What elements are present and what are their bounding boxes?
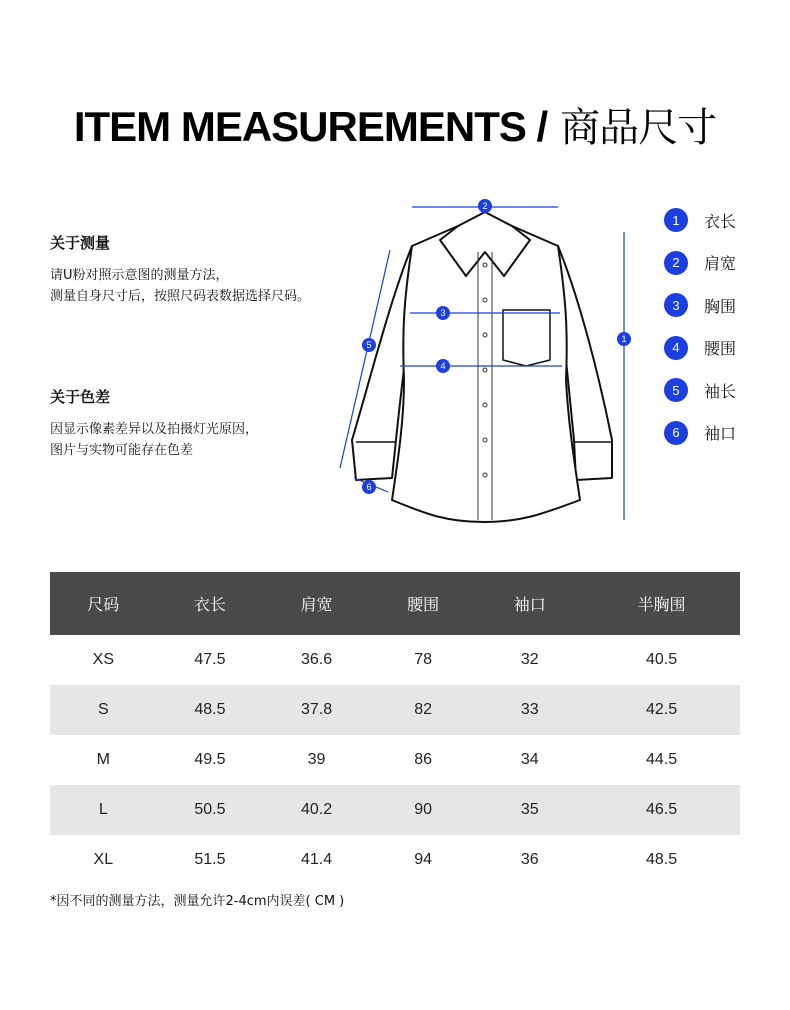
- svg-text:5: 5: [366, 340, 372, 350]
- size-table: [50, 572, 740, 885]
- legend-item-sleeve: [664, 378, 774, 402]
- legend-label: 袖长: [704, 381, 737, 401]
- table-cell: 48.5: [157, 685, 264, 735]
- table-row: [50, 835, 740, 885]
- column-header: 肩宽: [263, 572, 370, 635]
- table-cell: 37.8: [263, 685, 370, 735]
- pocket: [503, 310, 550, 366]
- number-badge-icon: 2: [664, 251, 688, 275]
- number-badge-icon: 4: [664, 336, 688, 360]
- table-cell: 32: [520, 651, 539, 668]
- table-cell: 46.5: [583, 785, 740, 835]
- legend-item-chest: [664, 293, 774, 317]
- svg-text:2: 2: [482, 201, 488, 211]
- table-cell: XS: [92, 651, 114, 668]
- table-cell: 47.5: [194, 651, 226, 668]
- table-cell: 33: [477, 685, 584, 735]
- page-title: [0, 96, 790, 153]
- table-cell: 48.5: [645, 851, 678, 868]
- table-cell: 50.5: [157, 785, 264, 835]
- page-title-en: ITEM MEASUREMENTS /: [73, 103, 548, 150]
- column-header: 半胸围: [583, 572, 740, 635]
- table-row: [50, 635, 740, 685]
- measurement-legend: [664, 208, 774, 464]
- table-cell: S: [50, 685, 157, 735]
- color-info-title: 关于色差: [50, 388, 111, 406]
- table-cell: 42.5: [583, 685, 740, 735]
- legend-item-cuff: [664, 421, 774, 445]
- table-cell: M: [96, 751, 110, 768]
- table-cell: 44.5: [645, 751, 678, 768]
- column-header: 袖口: [477, 572, 584, 635]
- measurement-info: [50, 232, 350, 307]
- measurement-info-line: 测量自身尺寸后，按照尺码表数据选择尺码。: [50, 289, 311, 304]
- legend-label: 衣长: [704, 211, 737, 231]
- table-row: [50, 785, 740, 835]
- measurement-info-line: 请U粉对照示意图的测量方法，: [50, 268, 229, 283]
- legend-label: 腰围: [704, 339, 737, 359]
- table-row: [50, 735, 740, 785]
- number-badge-icon: 1: [664, 208, 688, 232]
- table-cell: L: [50, 785, 157, 835]
- table-header-row: [50, 572, 740, 635]
- table-cell: 86: [414, 751, 433, 768]
- table-cell: 40.2: [263, 785, 370, 835]
- shirt-body: [392, 226, 580, 522]
- table-cell: 34: [520, 751, 539, 768]
- svg-text:4: 4: [440, 361, 446, 371]
- number-badge-icon: 6: [664, 421, 688, 445]
- table-cell: 39: [307, 751, 326, 768]
- table-cell: 41.4: [300, 851, 333, 868]
- measurement-info-title: 关于测量: [50, 234, 111, 252]
- table-cell: 82: [370, 685, 477, 735]
- legend-item-shoulder: [664, 251, 774, 275]
- table-cell: XL: [93, 851, 114, 868]
- legend-item-length: [664, 208, 774, 232]
- table-row: [50, 685, 740, 735]
- legend-item-waist: [664, 336, 774, 360]
- color-info: [50, 386, 350, 461]
- column-header: 尺码: [50, 572, 157, 635]
- legend-label: 肩宽: [704, 254, 737, 274]
- table-cell: 78: [414, 651, 433, 668]
- table-cell: 35: [477, 785, 584, 835]
- page-title-cn: 商品尺寸: [560, 105, 717, 151]
- table-cell: 36.6: [300, 651, 333, 668]
- table-cell: 94: [414, 851, 433, 868]
- legend-label: 袖口: [704, 424, 737, 444]
- table-cell: 49.5: [194, 751, 226, 768]
- table-cell: 90: [370, 785, 477, 835]
- number-badge-icon: 5: [664, 378, 688, 402]
- svg-text:3: 3: [440, 308, 446, 318]
- shirt-diagram: [330, 190, 640, 535]
- number-badge-icon: 3: [664, 293, 688, 317]
- table-cell: 36: [520, 851, 539, 868]
- legend-label: 胸围: [704, 296, 737, 316]
- color-info-line: 因显示像素差异以及拍摄灯光原因，: [50, 422, 259, 437]
- color-info-line: 图片与实物可能存在色差: [50, 443, 194, 458]
- svg-text:1: 1: [621, 334, 627, 344]
- measurement-note: *因不同的测量方法，测量允许2-4cm内误差( CM ): [50, 894, 345, 909]
- table-cell: 40.5: [645, 651, 678, 668]
- svg-text:6: 6: [366, 482, 372, 492]
- column-header: 腰围: [370, 572, 477, 635]
- table-cell: 51.5: [194, 851, 226, 868]
- column-header: 衣长: [157, 572, 264, 635]
